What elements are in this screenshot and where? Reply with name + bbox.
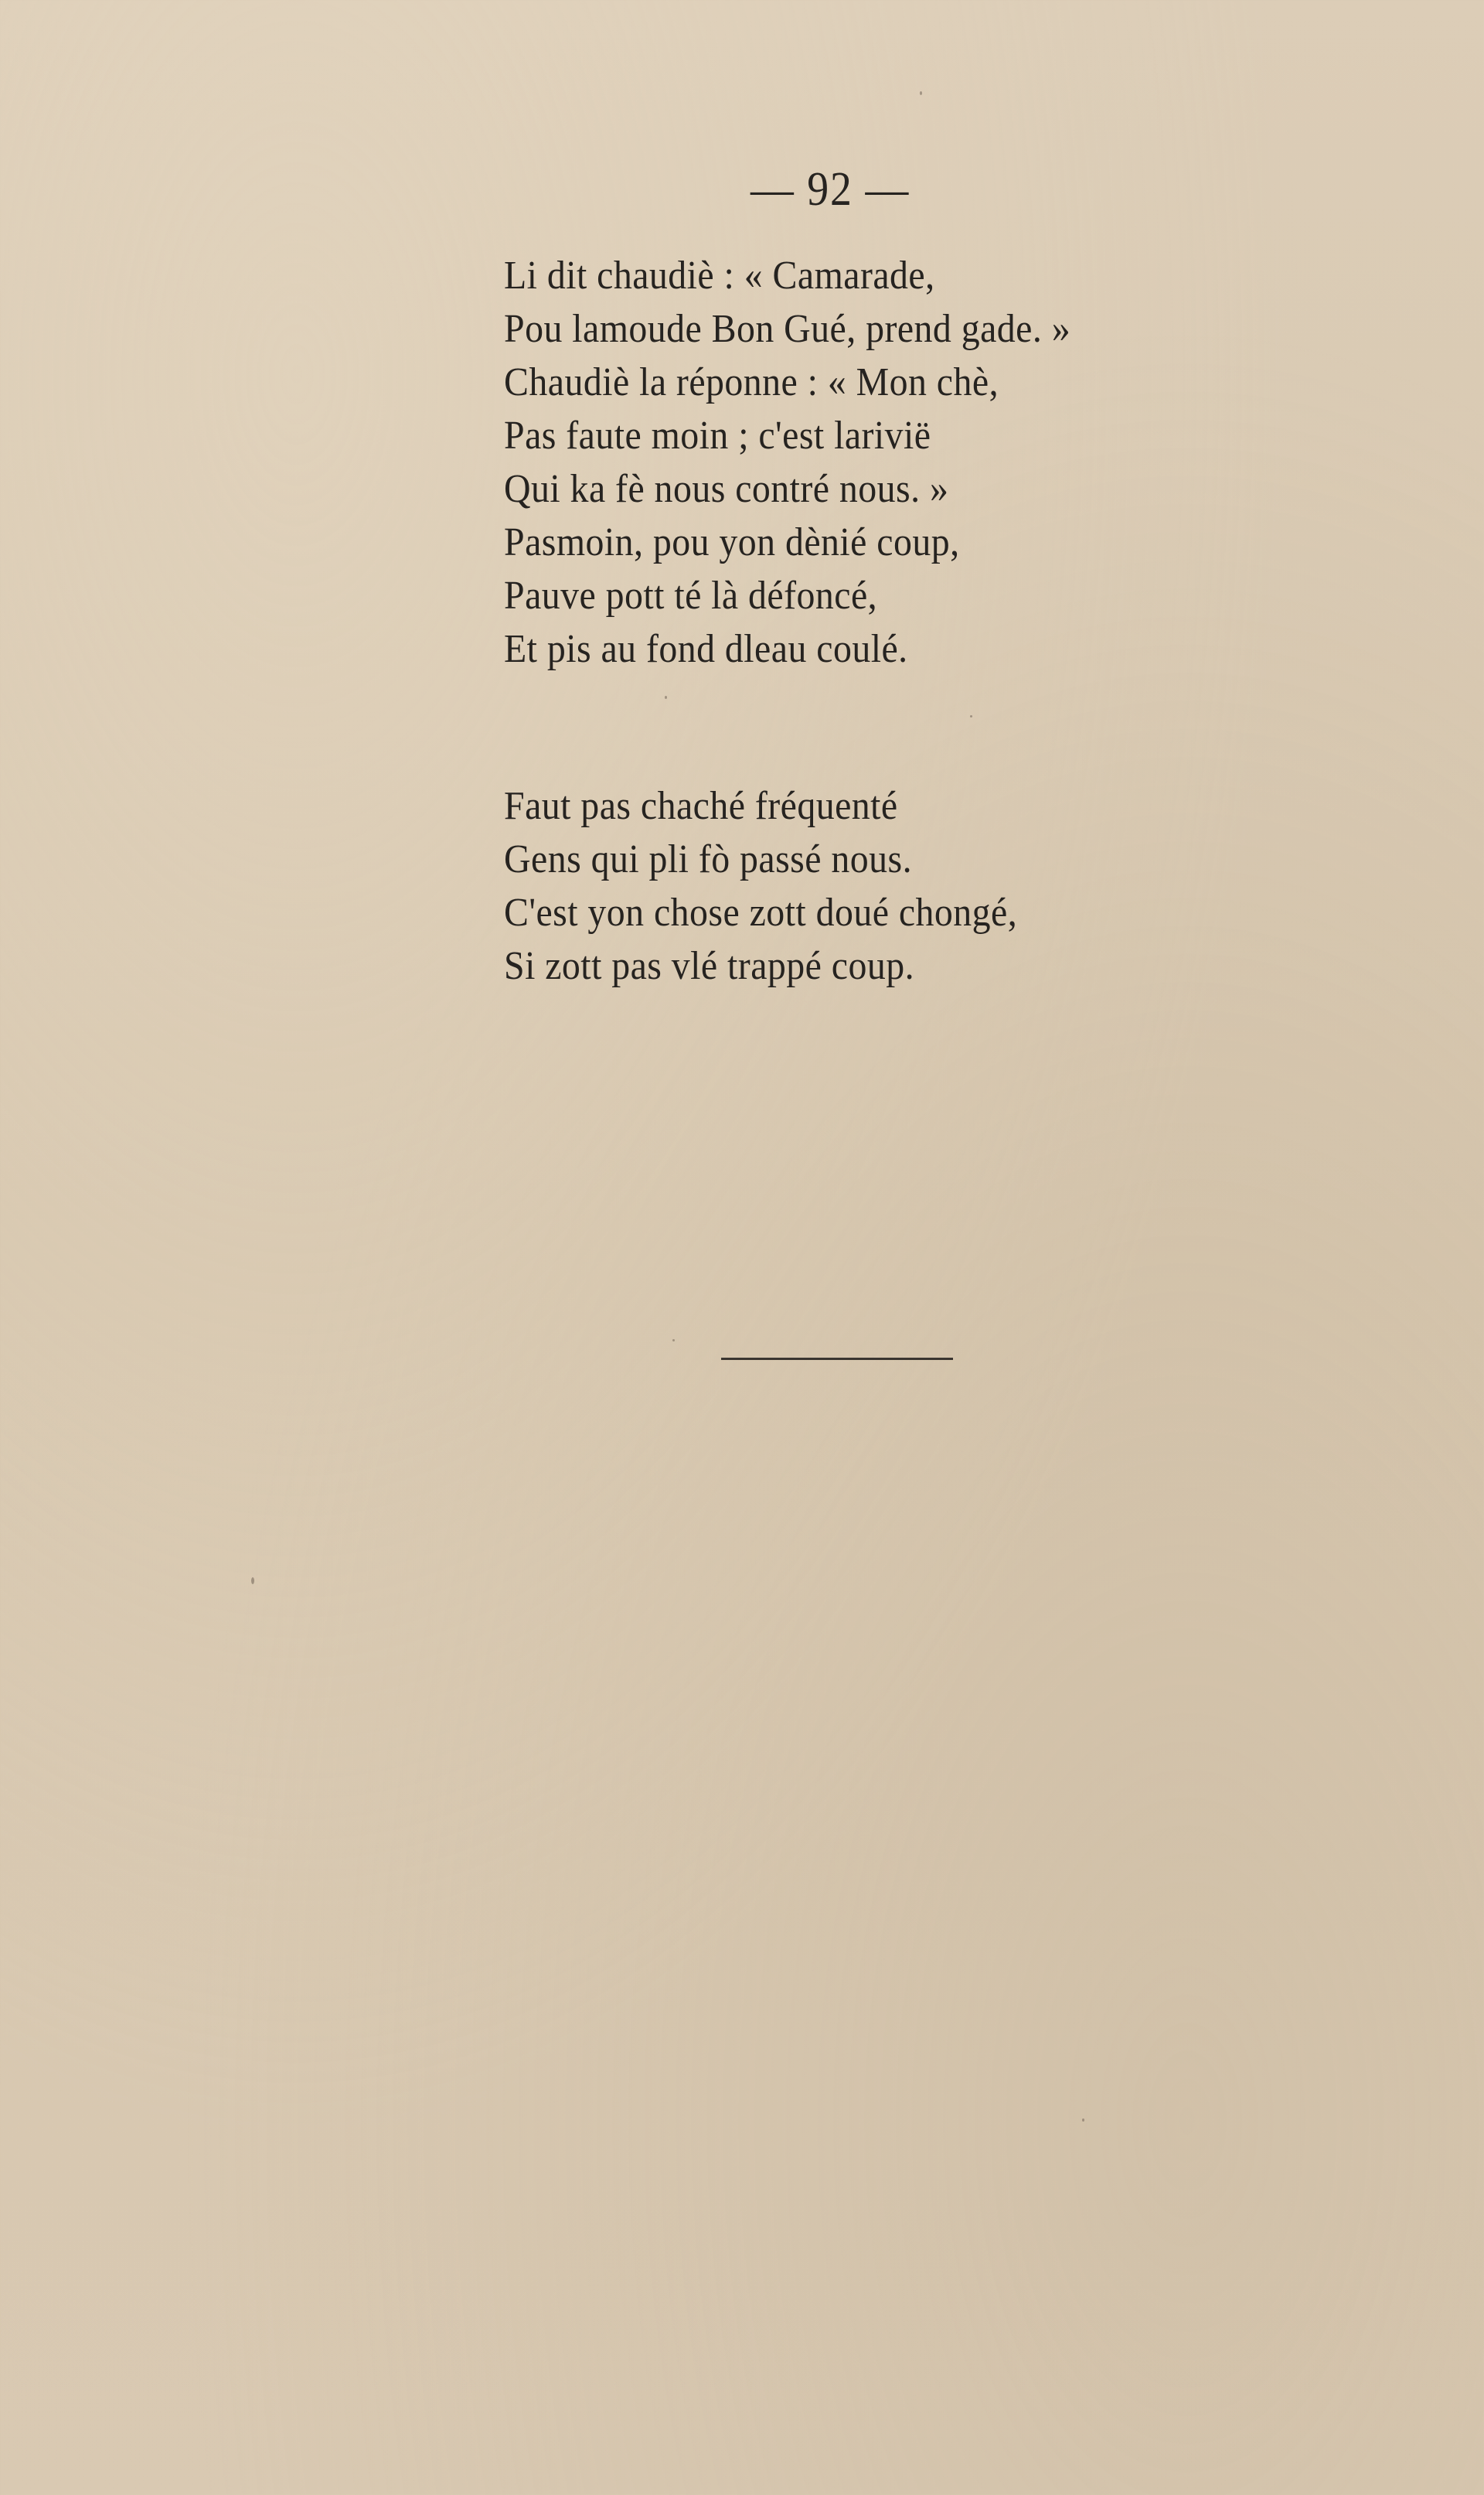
verse-line: Et pis au fond dleau coulé. <box>504 627 908 671</box>
verse-line: Chaudiè la réponne : « Mon chè, <box>504 360 999 404</box>
verse-line: Faut pas chaché fréquenté <box>504 784 898 828</box>
paper-speck <box>1082 2118 1084 2122</box>
verse-line: Pou lamoude Bon Gué, prend gade. » <box>504 307 1071 351</box>
paper-speck <box>970 715 972 717</box>
verse-line: Si zott pas vlé trappé coup. <box>504 944 915 988</box>
paper-speck <box>672 1339 675 1341</box>
stanza-2 <box>504 779 1062 993</box>
paper-speck <box>251 1577 254 1584</box>
verse-line: Li dit chaudiè : « Camarade, <box>504 254 935 298</box>
paper-speck <box>920 91 922 95</box>
verse-line: C'est yon chose zott doué chongé, <box>504 891 1018 935</box>
page-number: — 92 — <box>750 163 910 216</box>
verse-line: Pasmoin, pou yon dènié coup, <box>504 520 960 564</box>
verse-line: Pauve pott té là défoncé, <box>504 574 878 618</box>
verse-line: Qui ka fè nous contré nous. » <box>504 467 949 511</box>
end-rule <box>721 1358 953 1360</box>
verse-line: Pas faute moin ; c'est larivië <box>504 414 931 458</box>
stanza-1 <box>504 249 1120 676</box>
verse-line: Gens qui pli fò passé nous. <box>504 837 912 881</box>
paper-speck <box>665 696 667 699</box>
